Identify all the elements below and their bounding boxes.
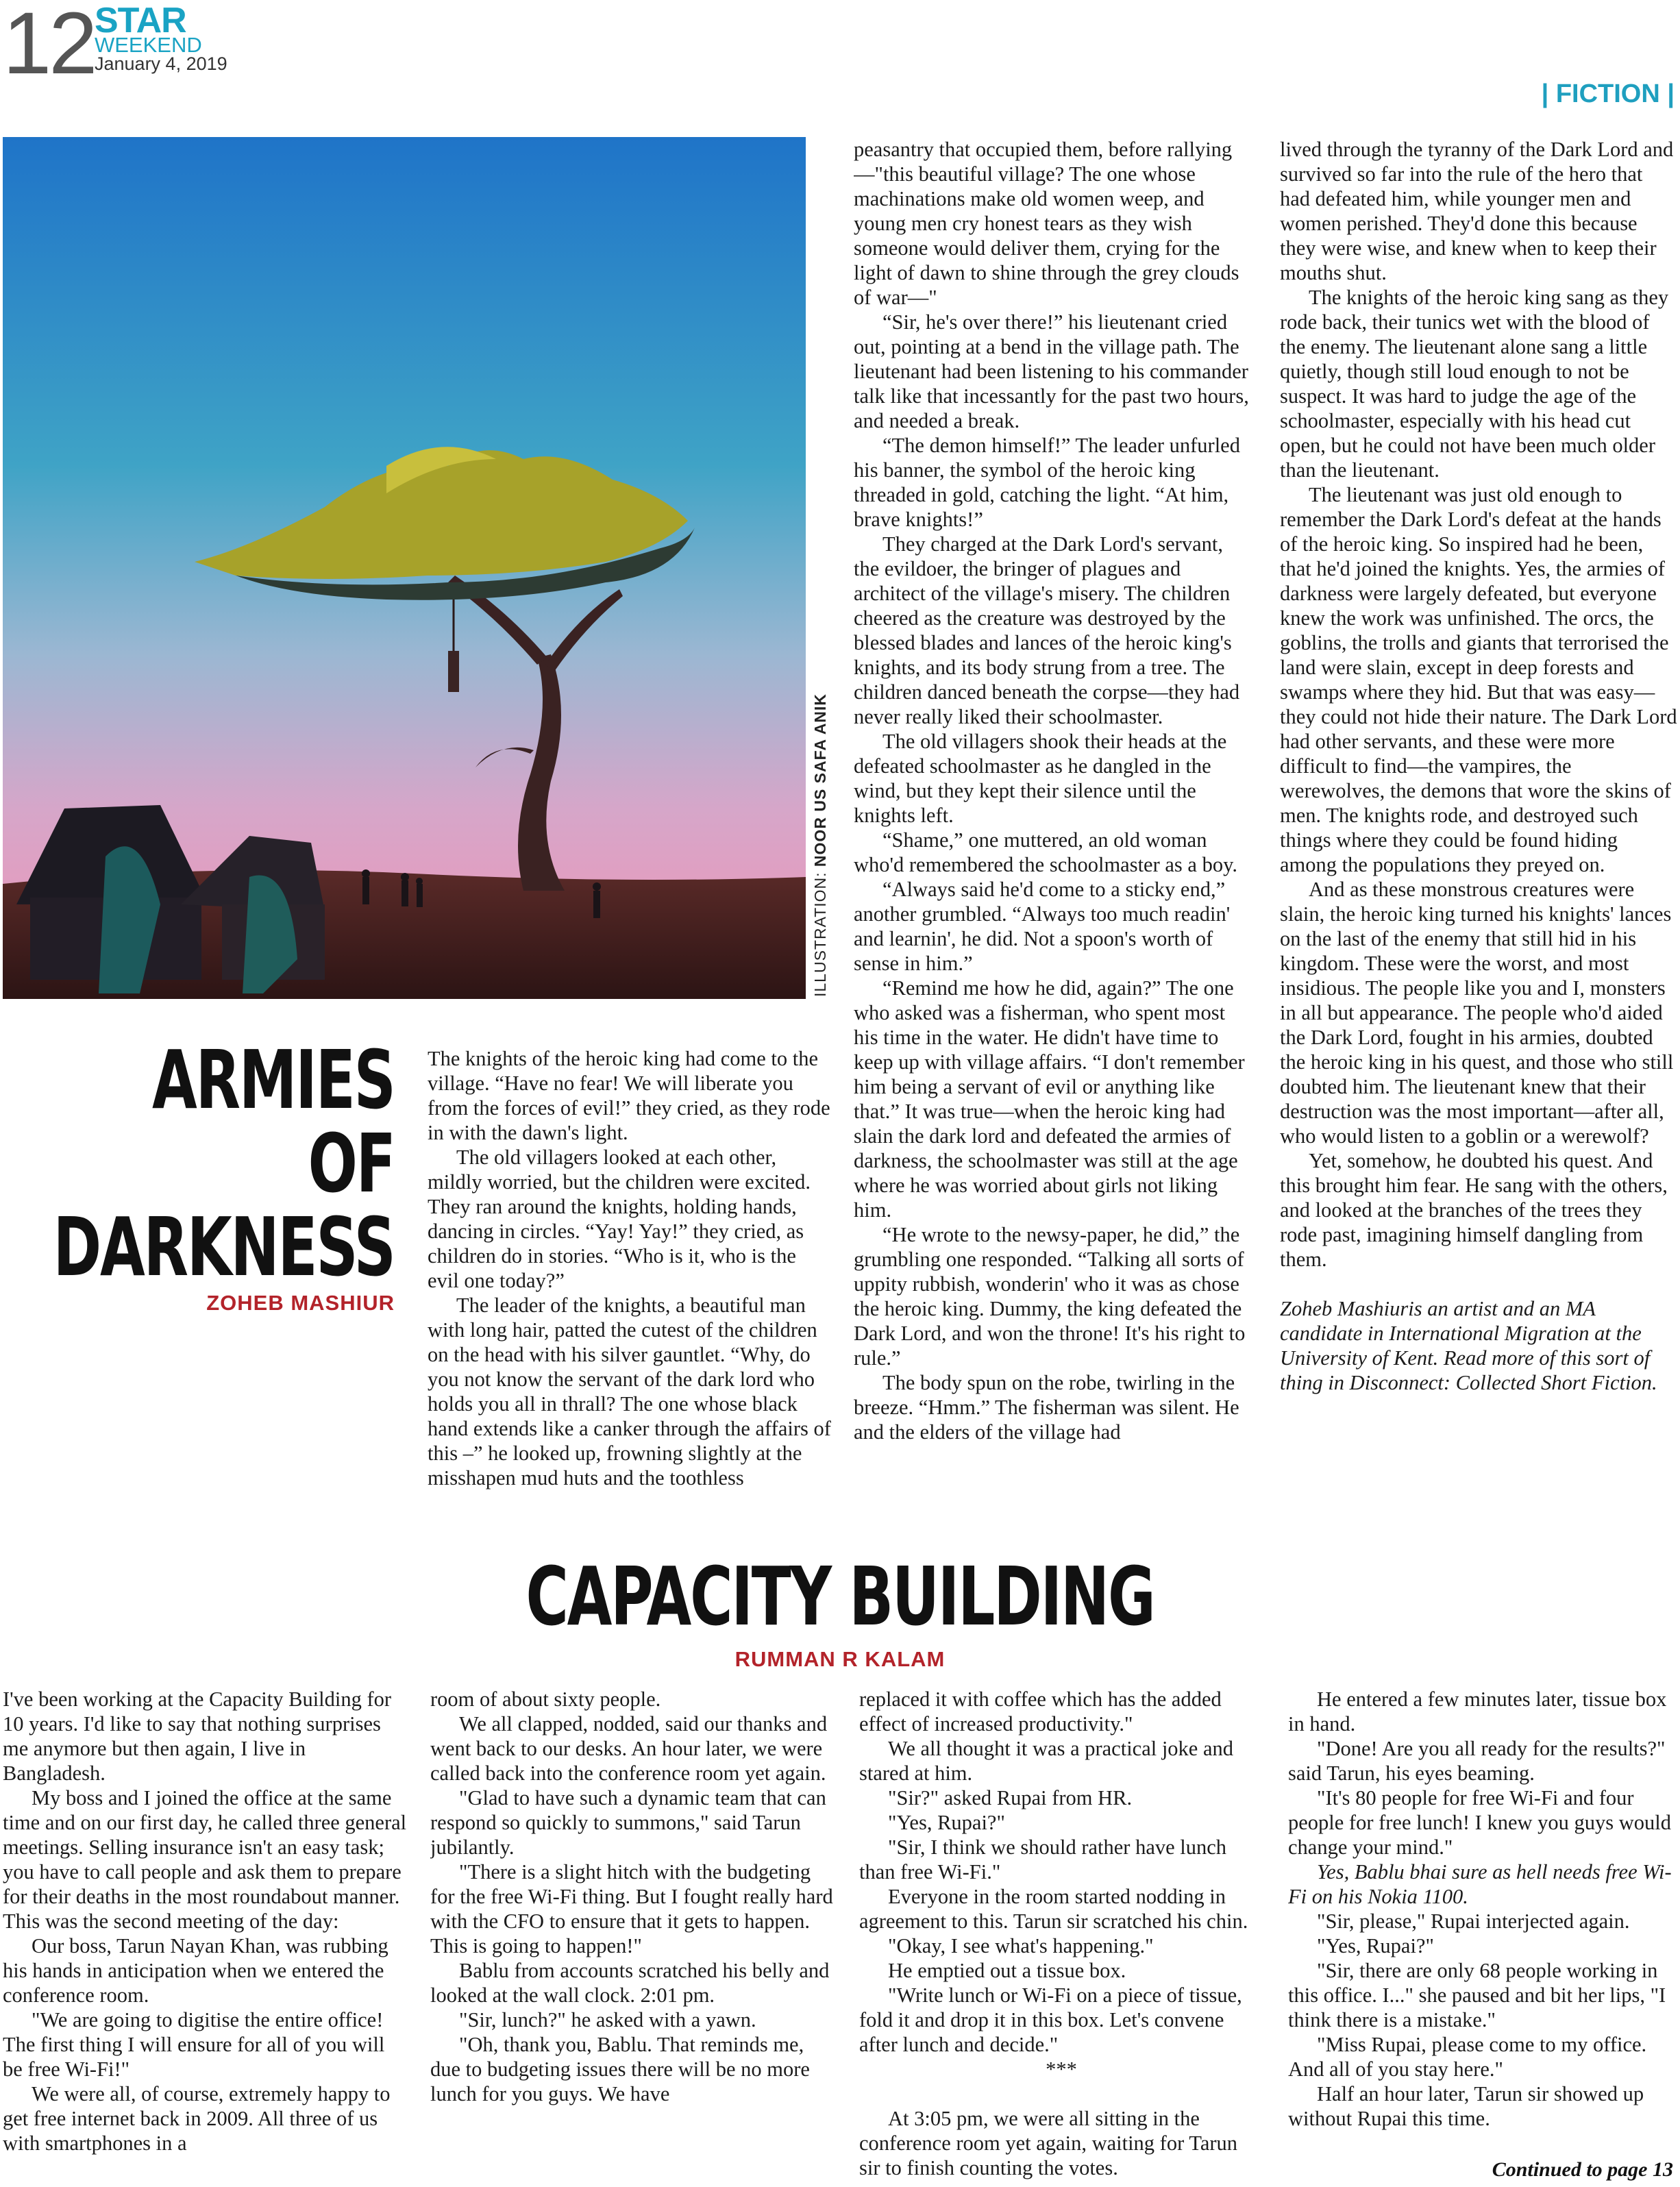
paragraph: “The demon himself!” The leader unfurled his banner, the symbol of the heroic king threaded in gold, catching the light. “At him, brave knights!”	[854, 434, 1240, 531]
paragraph: The old villagers looked at each other, mildly worried, but the children were excited. They ran around the knights, holding hands, dancing in circles. “Yay! Yay!” they cried, as children do in stories. “Who is it, who is the evil one today?”	[428, 1146, 811, 1292]
paragraph: Yet, somehow, he doubted his quest. And this brought him fear. He sang with the others, and looked at the branches of the trees they rode past, imagining himself dangling from them.	[1280, 1149, 1668, 1271]
section-label: | FICTION |	[1541, 79, 1675, 108]
paragraph: lived through the tyranny of the Dark Lord and survived so far into the rule of the hero that had defeated him, while younger men and women perished. They'd done this because they were wise, and knew when to keep their mouths shut.	[1280, 138, 1674, 284]
paragraph: "We are going to digitise the entire office! The first thing I will ensure for all of you will be free Wi-Fi!"	[3, 2008, 385, 2081]
paragraph: The knights of the heroic king sang as they rode back, their tunics wet with the blood of the enemy. The lieutenant alone sang a little quietly, though still loud enough to not be suspect. It was hard to judge the age of the schoolmaster, especially with his head cut open, but he could not have been much older than the lieutenant.	[1280, 286, 1669, 482]
story1-byline: ZOHEB MASHIUR	[206, 1291, 395, 1315]
paragraph: "Yes, Rupai?"	[888, 1811, 1005, 1834]
paragraph: Everyone in the room started nodding in agreement to this. Tarun sir scratched his chin.	[859, 1885, 1248, 1933]
paragraph: The knights of the heroic king had come to the village. “Have no fear! We will liberate you from the forces of evil!” they cried, as they rode in with the dawn's light.	[428, 1047, 830, 1144]
issue-date: January 4, 2019	[95, 53, 227, 74]
paragraph: The old villagers shook their heads at the defeated schoolmaster as he dangled in the wind, but they kept their silence until the knights left.	[854, 730, 1227, 827]
paragraph: room of about sixty people.	[430, 1688, 661, 1711]
story2-byline: RUMMAN R KALAM	[734, 1647, 946, 1671]
paragraph: "Okay, I see what's happening."	[888, 1934, 1154, 1957]
credit-name: NOOR US SAFA ANIK	[811, 693, 829, 867]
section-separator: ***	[1046, 2058, 1077, 2081]
paragraph: "Sir, please," Rupai interjected again.	[1317, 1910, 1630, 1933]
story1-title-line: ARMIES	[152, 1033, 395, 1127]
paragraph: "Sir, lunch?" he asked with a yawn.	[459, 2008, 756, 2031]
story1-column-2	[854, 137, 1251, 1540]
story1-column-1	[428, 1046, 832, 1540]
story2-column-1	[3, 1687, 407, 2187]
paragraph: “Sir, he's over there!” his lieutenant cried out, pointing at a bend in the village path. The lieutenant had been listening to his commander talk like that incessantly for the past two hours, and needed a break.	[854, 310, 1249, 432]
paragraph: “Shame,” one muttered, an old woman who'd remembered the schoolmaster as a boy.	[854, 828, 1237, 876]
paragraph: "Sir?" asked Rupai from HR.	[888, 1786, 1133, 1809]
illustration-credit	[811, 693, 830, 997]
story1-column-3	[1280, 137, 1677, 1540]
story1-title	[53, 1033, 395, 1294]
paragraph: "There is a slight hitch with the budgeting for the free Wi-Fi thing. But I fought really hard with the CFO to ensure that it gets to happen. This is going to happen!"	[430, 1860, 833, 1957]
story1-title-line: DARKNESS	[53, 1200, 395, 1294]
paragraph: And as these monstrous creatures were slain, the heroic king turned his knights' lances on the last of the enemy that still hid in his kingdom. These were the worst, and most insidious. The people like you and I, monsters in all but appearance. The people who'd aided the Dark Lord, fought in his armies, doubted the heroic king in his quest, and those who still doubted him. The lieutenant knew that their destruction was the most important—after all, who would listen to a goblin or a werewolf?	[1280, 878, 1674, 1148]
tree-landscape-illustration	[3, 137, 806, 999]
paragraph: "Write lunch or Wi-Fi on a piece of tissue, fold it and drop it in this box. Let's convene after lunch and decide."	[859, 1984, 1242, 2056]
paragraph: "Glad to have such a dynamic team that can respond so quickly to summons," said Tarun jubilantly.	[430, 1786, 826, 1859]
paragraph: "It's 80 people for free Wi-Fi and four people for free lunch! I knew you guys would change your mind."	[1288, 1786, 1672, 1859]
paragraph: replaced it with coffee which has the added effect of increased productivity."	[859, 1688, 1222, 1735]
paragraph-thought: Yes, Bablu bhai sure as hell needs free Wi-Fi on his Nokia 1100.	[1288, 1860, 1672, 1908]
paragraph: "Sir, I think we should rather have lunch than free Wi-Fi."	[859, 1836, 1227, 1883]
story2-title: CAPACITY BUILDING	[526, 1549, 1154, 1644]
continued-note: Continued to page 13	[1492, 2158, 1673, 2181]
paragraph: "Oh, thank you, Bablu. That reminds me, due to budgeting issues there will be no more lunch for you guys. We have	[430, 2033, 810, 2105]
author-bio: Zoheb Mashiuris an artist and an MA candidate in International Migration at the University of Kent. Read more of this sort of thing in Disconnect: Collected Short Fiction.	[1280, 1297, 1657, 1394]
story-illustration	[3, 137, 806, 999]
paragraph: "Yes, Rupai?"	[1317, 1934, 1434, 1957]
page-number: 12	[3, 0, 95, 92]
story2-column-4	[1288, 1687, 1672, 2139]
paragraph: We all thought it was a practical joke and stared at him.	[859, 1737, 1234, 1785]
paragraph: My boss and I joined the office at the same time and on our first day, he called three general meetings. Selling insurance isn't an easy task; you have to call people and ask them to prepare for their deaths in the most roundabout manner. This was the second meeting of the day:	[3, 1786, 407, 1933]
credit-label: ILLUSTRATION:	[811, 872, 829, 997]
paragraph: He emptied out a tissue box.	[888, 1959, 1126, 1982]
paragraph: “He wrote to the newsy-paper, he did,” the grumbling one responded. “Talking all sorts of uppity rubbish, wonderin' who it was as chose the heroic king. Dummy, the king defeated the Dark Lord, and won the throne! It's his right to rule.”	[854, 1223, 1246, 1370]
paragraph: "Sir, there are only 68 people working in this office. I..." she paused and bit her lips, "I think there is a mistake."	[1288, 1959, 1666, 2031]
paragraph: We were all, of course, extremely happy to get free internet back in 2009. All three of us with smartphones in a	[3, 2082, 391, 2155]
paragraph: “Always said he'd come to a sticky end,” another grumbled. “Always too much readin' and learnin', he did. Not a spoon's worth of sense in him.”	[854, 878, 1231, 975]
story2-column-2	[430, 1687, 835, 2187]
paragraph: “Remind me how he did, again?” The one who asked was a fisherman, who spent most his time in the water. He didn't have time to keep up with village affairs. “I don't remember him being a servant of evil or anything like that.” It was true—when the heroic king had slain the dark lord and defeated the armies of darkness, the schoolmaster was still at the age where he was worried about girls not liking him.	[854, 976, 1245, 1222]
paragraph: "Miss Rupai, please come to my office. And all of you stay here."	[1288, 2033, 1647, 2081]
story1-title-line: OF	[308, 1116, 395, 1211]
paragraph: We all clapped, nodded, said our thanks and went back to our desks. An hour later, we were called back into the conference room yet again.	[430, 1712, 828, 1785]
paragraph: I've been working at the Capacity Building for 10 years. I'd like to say that nothing surprises me anymore but then again, I live in Bangladesh.	[3, 1688, 392, 1785]
paragraph: They charged at the Dark Lord's servant, the evildoer, the bringer of plagues and architect of the village's misery. The children cheered as the creature was destroyed by the blessed blades and lances of the heroic king's knights, and its body strung from a tree. The children danced beneath the corpse—they had never really liked their schoolmaster.	[854, 532, 1240, 728]
paragraph: Half an hour later, Tarun sir showed up without Rupai this time.	[1288, 2082, 1644, 2130]
brand-subtitle: WEEKEND	[95, 33, 202, 57]
paragraph: Our boss, Tarun Nayan Khan, was rubbing his hands in anticipation when we entered the conference room.	[3, 1934, 388, 2007]
paragraph: The body spun on the robe, twirling in the breeze. “Hmm.” The fisherman was silent. He and the elders of the village had	[854, 1371, 1239, 1444]
paragraph: He entered a few minutes later, tissue box in hand.	[1288, 1688, 1667, 1735]
paragraph: The leader of the knights, a beautiful man with long hair, patted the cutest of the children on the head with his silver gauntlet. “Why, do you not know the servant of the dark lord who holds you all in thrall? The one whose black hand extends like a canker through the affairs of this –” he looked up, frowning slightly at the misshapen mud huts and the toothless	[428, 1294, 831, 1490]
paragraph: At 3:05 pm, we were all sitting in the conference room yet again, waiting for Tarun sir to finish counting the votes.	[859, 2107, 1238, 2179]
paragraph: The lieutenant was just old enough to remember the Dark Lord's defeat at the hands of the heroic king. So inspired had he been, that he'd joined the knights. Yes, the armies of darkness were largely defeated, but everyone knew the work was unfinished. The orcs, the goblins, the trolls and giants that terrorised the land were slain, except in deep forests and swamps where they hid. But that was easy—they could not hide their nature. The Dark Lord had other servants, and these were more difficult to find—the vampires, the werewolves, the demons that wore the skins of men. The knights rode, and destroyed such things where they could be found hiding among the populations they preyed on.	[1280, 483, 1677, 876]
paragraph: "Done! Are you all ready for the results?" said Tarun, his eyes beaming.	[1288, 1737, 1666, 1785]
paragraph: peasantry that occupied them, before rallying—"this beautiful village? The one whose machinations make old women weep, and young men cry honest tears as they wish someone would deliver them, crying for the light of dawn to shine through the grey clouds of war—"	[854, 138, 1239, 309]
brand-logo: STAR	[95, 1, 186, 40]
paragraph: Bablu from accounts scratched his belly and looked at the wall clock. 2:01 pm.	[430, 1959, 830, 2007]
story2-column-3	[859, 1687, 1263, 2187]
